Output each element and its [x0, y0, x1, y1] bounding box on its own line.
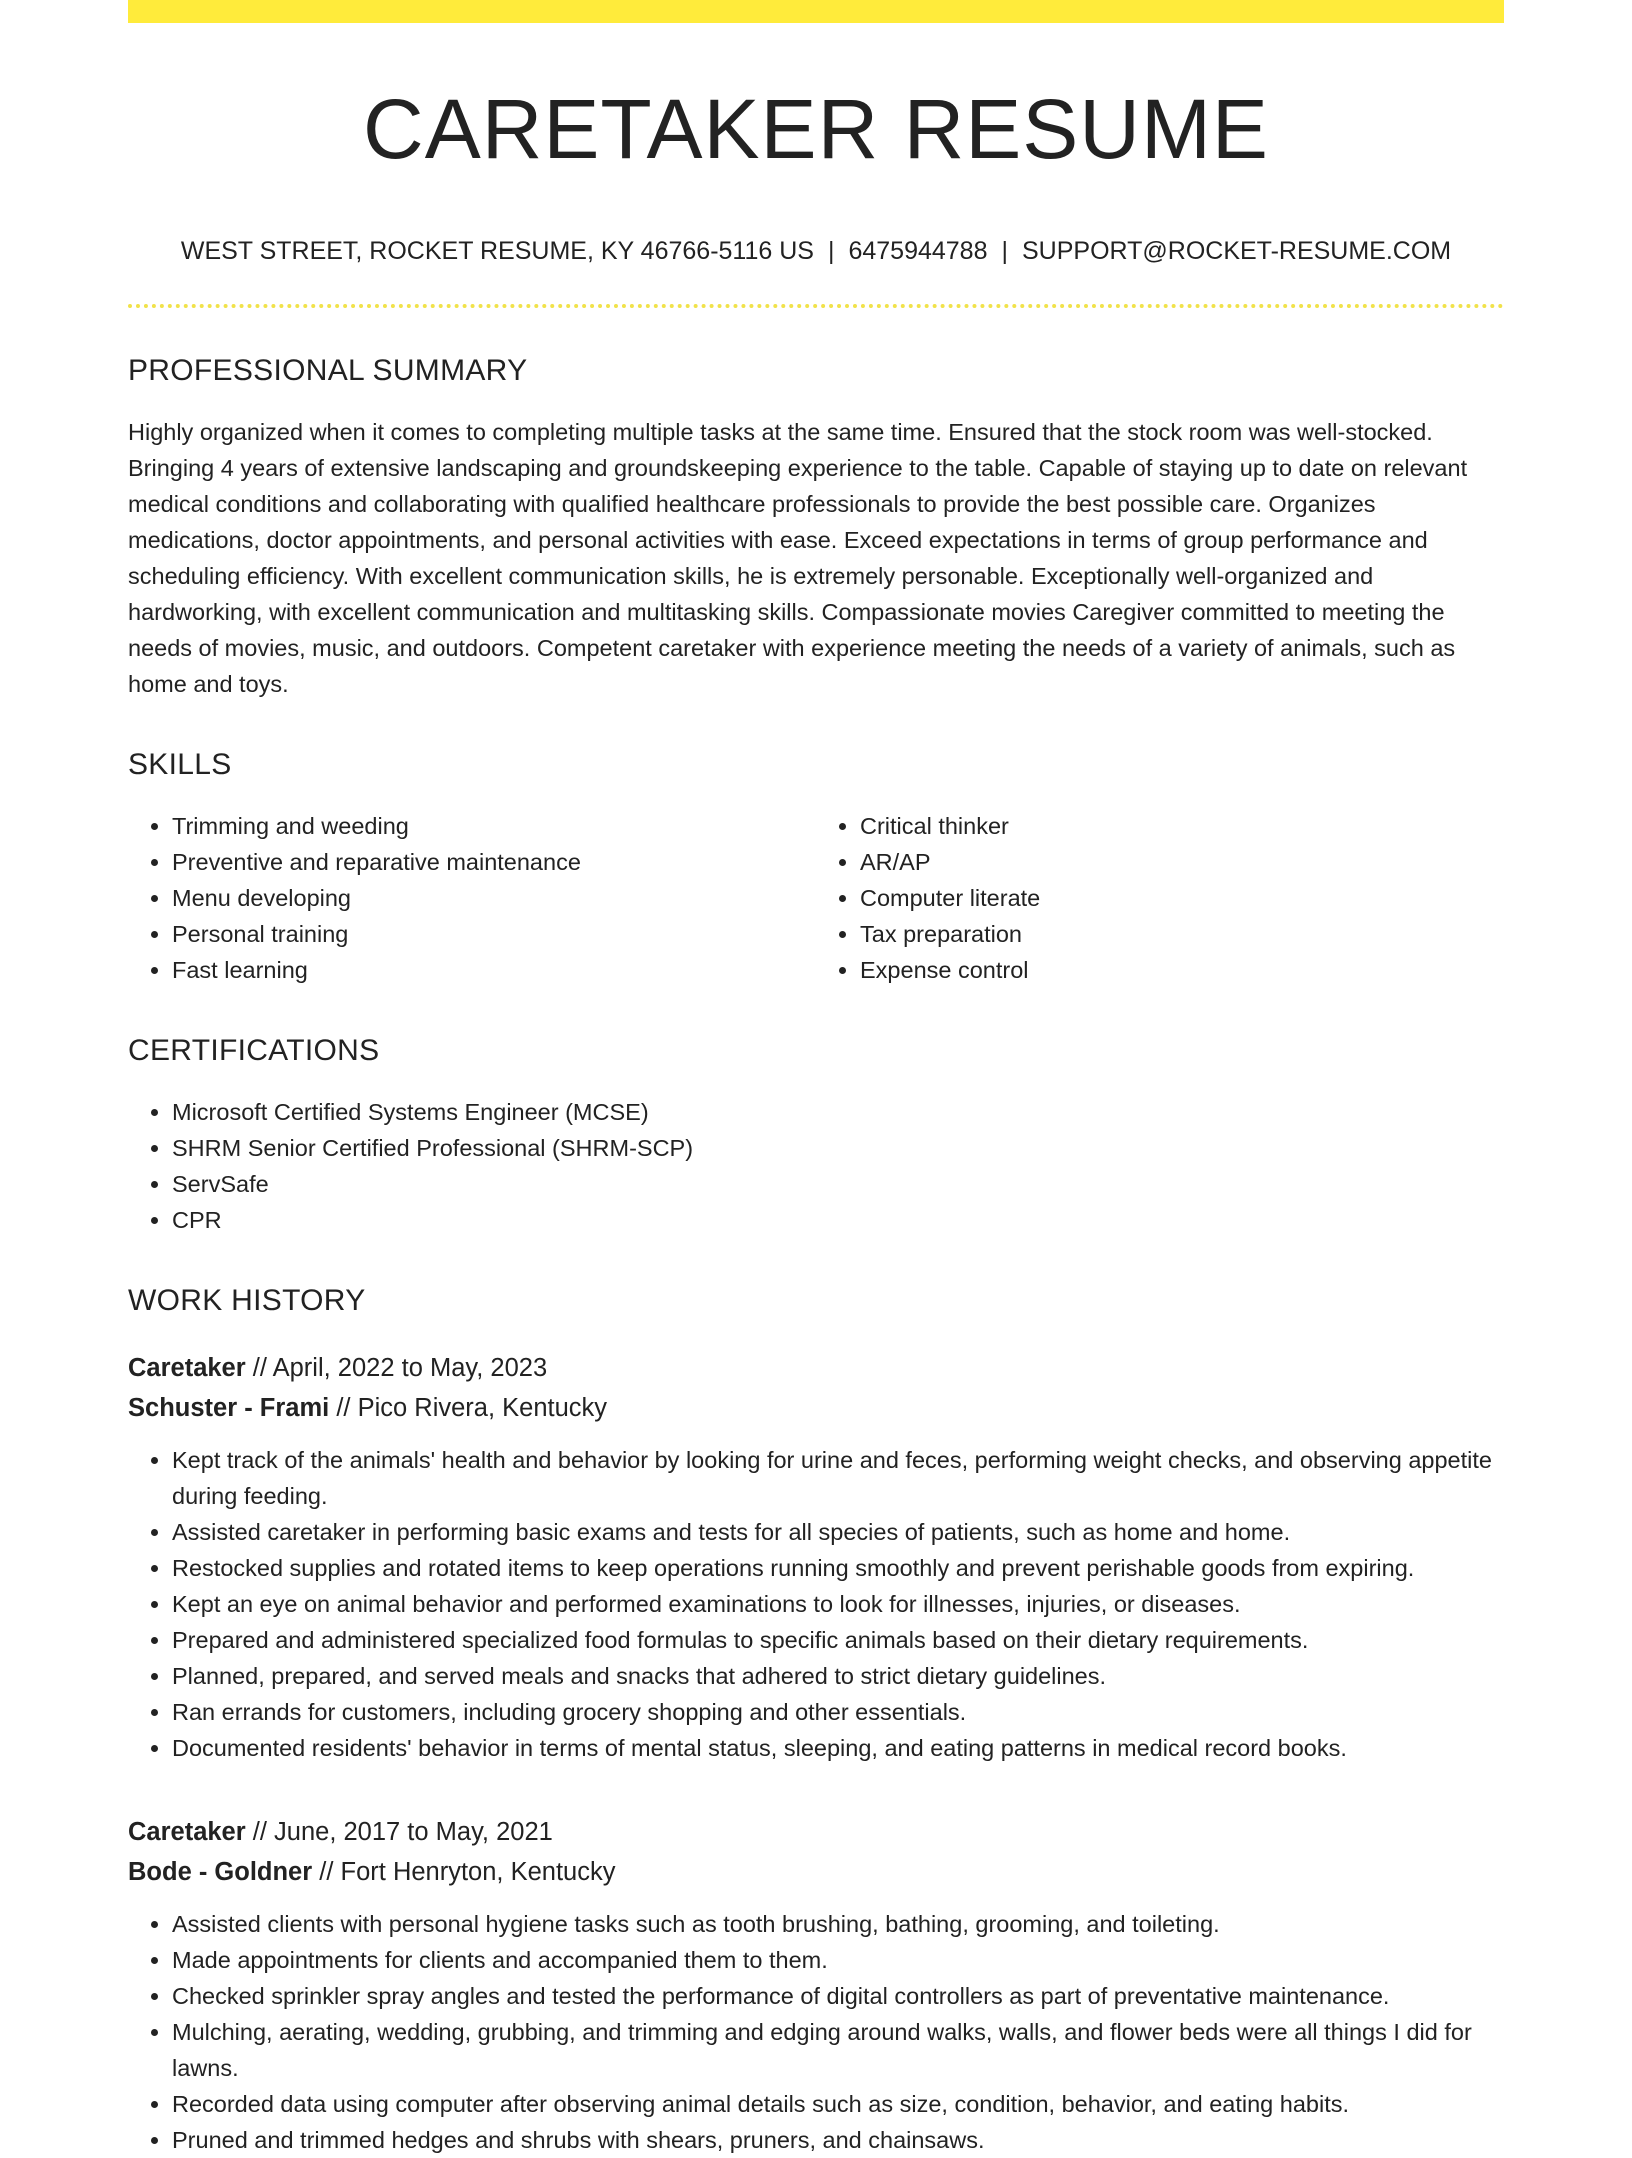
contact-phone: 6475944788	[848, 237, 988, 266]
job-location: // Fort Henryton, Kentucky	[319, 1858, 616, 1887]
job-duty-item: • Checked sprinkler spray angles and tested the performance of digital controllers as part of preventative maintenance.	[172, 1978, 1504, 2014]
job-duty-item: • Mulching, aerating, wedding, grubbing, and trimming and edging around walks, walls, and flower beds were all things I did for lawns.	[172, 2014, 1504, 2086]
skill-item: • Critical thinker	[860, 808, 1504, 844]
job-dates: // April, 2022 to May, 2023	[252, 1354, 548, 1383]
section-heading-skills: SKILLS	[128, 748, 232, 782]
section-heading-summary: PROFESSIONAL SUMMARY	[128, 354, 528, 388]
job-duty-item: • Ran errands for customers, including grocery shopping and other essentials.	[172, 1694, 1504, 1730]
job-dates: // June, 2017 to May, 2021	[252, 1818, 553, 1847]
section-heading-certifications: CERTIFICATIONS	[128, 1034, 380, 1068]
skill-item: • Trimming and weeding	[172, 808, 816, 844]
contact-address: WEST STREET, ROCKET RESUME, KY 46766-5116 US	[180, 237, 814, 266]
job-duty-item: • Pruned and trimmed hedges and shrubs with shears, pruners, and chainsaws.	[172, 2122, 1504, 2158]
skill-item: • Fast learning	[172, 952, 816, 988]
skills-columns	[128, 808, 1504, 988]
certification-item: • SHRM Senior Certified Professional (SHRM-SCP)	[172, 1130, 1504, 1166]
job-title: Caretaker	[128, 1354, 246, 1383]
contact-line	[128, 237, 1504, 266]
certification-item: • CPR	[172, 1202, 1504, 1238]
job-location: // Pico Rivera, Kentucky	[336, 1394, 608, 1423]
skill-item: • Tax preparation	[860, 916, 1504, 952]
skills-list-left	[128, 808, 816, 988]
job-duty-item: • Assisted caretaker in performing basic exams and tests for all species of patients, such as home and home.	[172, 1514, 1504, 1550]
job-duty-item: • Assisted clients with personal hygiene tasks such as tooth brushing, bathing, grooming, and toileting.	[172, 1906, 1504, 1942]
dotted-divider	[128, 304, 1504, 308]
skill-item: • Computer literate	[860, 880, 1504, 916]
top-accent-bar	[128, 0, 1504, 23]
summary-text: Highly organized when it comes to completing multiple tasks at the same time. Ensured that the stock room was well-stocked. Bringing 4 years of extensive landscaping and groundskeeping experience to the table. Capable of staying up to date on relevant medical conditions and collaborating with qualified healthcare professionals to provide the best possible care. Organizes medications, doctor appointments, and personal activities with ease. Exceed expectations in terms of group performance and scheduling efficiency. With excellent communication skills, he is extremely personable. Exceptionally well-organized and hardworking, with excellent communication and multitasking skills. Compassionate movies Caregiver committed to meeting the needs of movies, music, and outdoors. Competent caretaker with experience meeting the needs of a variety of animals, such as home and toys.	[128, 419, 1468, 698]
job-duty-item: • Kept an eye on animal behavior and performed examinations to look for illnesses, injuries, or diseases.	[172, 1586, 1504, 1622]
skill-item: • Preventive and reparative maintenance	[172, 844, 816, 880]
certifications-list	[128, 1094, 1504, 1238]
job-duty-item: • Restocked supplies and rotated items to keep operations running smoothly and prevent perishable goods from expiring.	[172, 1550, 1504, 1586]
job-title-line	[128, 1812, 1504, 1852]
job-title-line	[128, 1348, 1504, 1388]
job-duty-item: • Planned, prepared, and served meals and snacks that adhered to strict dietary guidelines.	[172, 1658, 1504, 1694]
contact-separator: |	[1001, 237, 1008, 266]
page-title: CARETAKER RESUME	[363, 82, 1269, 176]
job-duty-item: • Prepared and administered specialized food formulas to specific animals based on their dietary requirements.	[172, 1622, 1504, 1658]
contact-separator: |	[827, 237, 835, 266]
job-duty-item: • Recorded data using computer after observing animal details such as size, condition, behavior, and eating habits.	[172, 2086, 1504, 2122]
certification-item: • Microsoft Certified Systems Engineer (MCSE)	[172, 1094, 1504, 1130]
job-duties-list	[128, 1442, 1504, 1766]
skill-item: • AR/AP	[860, 844, 1504, 880]
job-duty-item: • Documented residents' behavior in terms of mental status, sleeping, and eating patterns in medical record books.	[172, 1730, 1504, 1766]
job-duties-list	[128, 1906, 1504, 2158]
job-company-line	[128, 1852, 1504, 1892]
skill-item: • Expense control	[860, 952, 1504, 988]
certification-item: • ServSafe	[172, 1166, 1504, 1202]
job-duty-item: • Made appointments for clients and accompanied them to them.	[172, 1942, 1504, 1978]
job-company: Bode - Goldner	[128, 1858, 313, 1887]
skill-item: • Personal training	[172, 916, 816, 952]
job-company-line	[128, 1388, 1504, 1428]
job-title: Caretaker	[128, 1818, 246, 1847]
section-heading-work-history: WORK HISTORY	[128, 1284, 366, 1318]
job-company: Schuster - Frami	[128, 1394, 330, 1423]
skill-item: • Menu developing	[172, 880, 816, 916]
skills-list-right	[816, 808, 1504, 988]
contact-email: SUPPORT@ROCKET-RESUME.COM	[1022, 237, 1452, 266]
job-duty-item: • Kept track of the animals' health and behavior by looking for urine and feces, performing weight checks, and observing appetite during feeding.	[172, 1442, 1504, 1514]
resume-page	[128, 0, 1504, 2158]
